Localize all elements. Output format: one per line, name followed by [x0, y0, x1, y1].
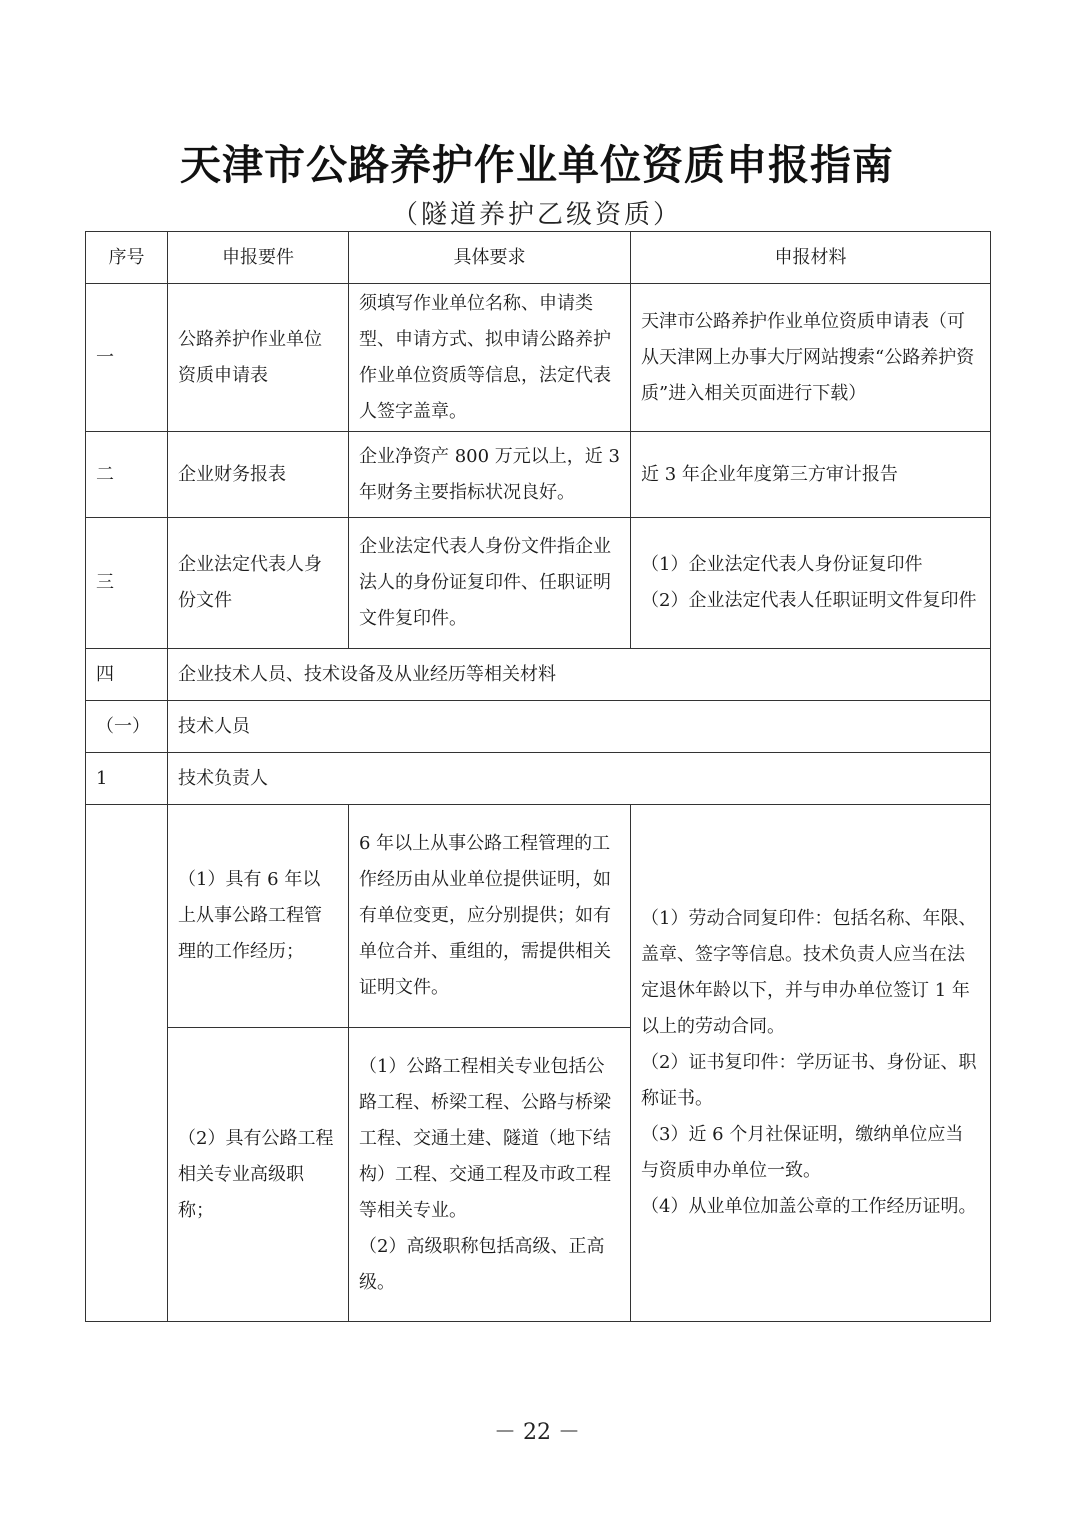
- page-subtitle: （隧道养护乙级资质）: [391, 200, 682, 230]
- header-item: 申报要件: [168, 232, 349, 284]
- sub-materials: [631, 805, 991, 1322]
- sub-item-title: （2）具有公路工程相关专业高级职称；: [168, 1028, 349, 1322]
- table-row: [86, 518, 991, 649]
- table-row: [86, 649, 991, 701]
- row-number: 四: [86, 649, 168, 701]
- row-materials: 天津市公路养护作业单位资质申请表（可从天津网上办事大厅网站搜索“公路养护资质”进入相关页面进行下载）: [631, 284, 991, 432]
- table-header-row: [86, 232, 991, 284]
- row-requirement: 企业净资产 800 万元以上，近 3 年财务主要指标状况良好。: [349, 432, 631, 518]
- row-item: 企业法定代表人身份文件: [168, 518, 349, 649]
- row-number: 二: [86, 432, 168, 518]
- row-number: 一: [86, 284, 168, 432]
- row-materials: [631, 518, 991, 649]
- header-materials: 申报材料: [631, 232, 991, 284]
- table-row: [86, 284, 991, 432]
- table-row: [86, 753, 991, 805]
- materials-line: （3）近 6 个月社保证明，缴纳单位应当与资质申办单位一致。: [641, 1124, 964, 1181]
- row-section-title: 技术人员: [168, 701, 991, 753]
- row-number: （一）: [86, 701, 168, 753]
- row-section-title: 技术负责人: [168, 753, 991, 805]
- row-requirement: 须填写作业单位名称、申请类型、申请方式、拟申请公路养护作业单位资质等信息，法定代表人签字盖章。: [349, 284, 631, 432]
- table-row: [86, 432, 991, 518]
- row-section-title: 企业技术人员、技术设备及从业经历等相关材料: [168, 649, 991, 701]
- page-title: 天津市公路养护作业单位资质申报指南: [180, 141, 894, 189]
- row-materials: 近 3 年企业年度第三方审计报告: [631, 432, 991, 518]
- sub-item-experience: （1）具有 6 年以上从事公路工程管理的工作经历；: [168, 805, 349, 1028]
- row-number: 三: [86, 518, 168, 649]
- row-item: 企业财务报表: [168, 432, 349, 518]
- header-requirement: 具体要求: [349, 232, 631, 284]
- requirement-line: （1）公路工程相关专业包括公路工程、桥梁工程、公路与桥梁工程、交通土建、隧道（地下结构）工程、交通工程及市政工程等相关专业。: [359, 1055, 611, 1221]
- materials-line: （1）企业法定代表人身份证复印件: [641, 554, 923, 575]
- materials-line: （2）证书复印件：学历证书、身份证、职称证书。: [641, 1052, 977, 1109]
- table-row: [86, 805, 991, 1028]
- materials-line: （4）从业单位加盖公章的工作经历证明。: [641, 1196, 977, 1217]
- row-item: 公路养护作业单位资质申请表: [168, 284, 349, 432]
- materials-line: （2）企业法定代表人任职证明文件复印件: [641, 590, 977, 611]
- requirement-line: （2）高级职称包括高级、正高级。: [359, 1235, 605, 1293]
- materials-line: （1）劳动合同复印件：包括名称、年限、盖章、签字等信息。技术负责人应当在法定退休年龄以下，并与申办单位签订 1 年以上的劳动合同。: [641, 908, 977, 1037]
- header-no: 序号: [86, 232, 168, 284]
- page-number: － 22 －: [494, 1420, 580, 1445]
- row-number-empty: [86, 805, 168, 1322]
- row-requirement: 企业法定代表人身份文件指企业法人的身份证复印件、任职证明文件复印件。: [349, 518, 631, 649]
- sub-requirement-experience: 6 年以上从事公路工程管理的工作经历由从业单位提供证明，如有单位变更，应分别提供；如有单位合并、重组的，需提供相关证明文件。: [349, 805, 631, 1028]
- row-number: 1: [86, 753, 168, 805]
- requirements-table: [85, 231, 991, 1322]
- sub-requirement-title: [349, 1028, 631, 1322]
- table-row: [86, 701, 991, 753]
